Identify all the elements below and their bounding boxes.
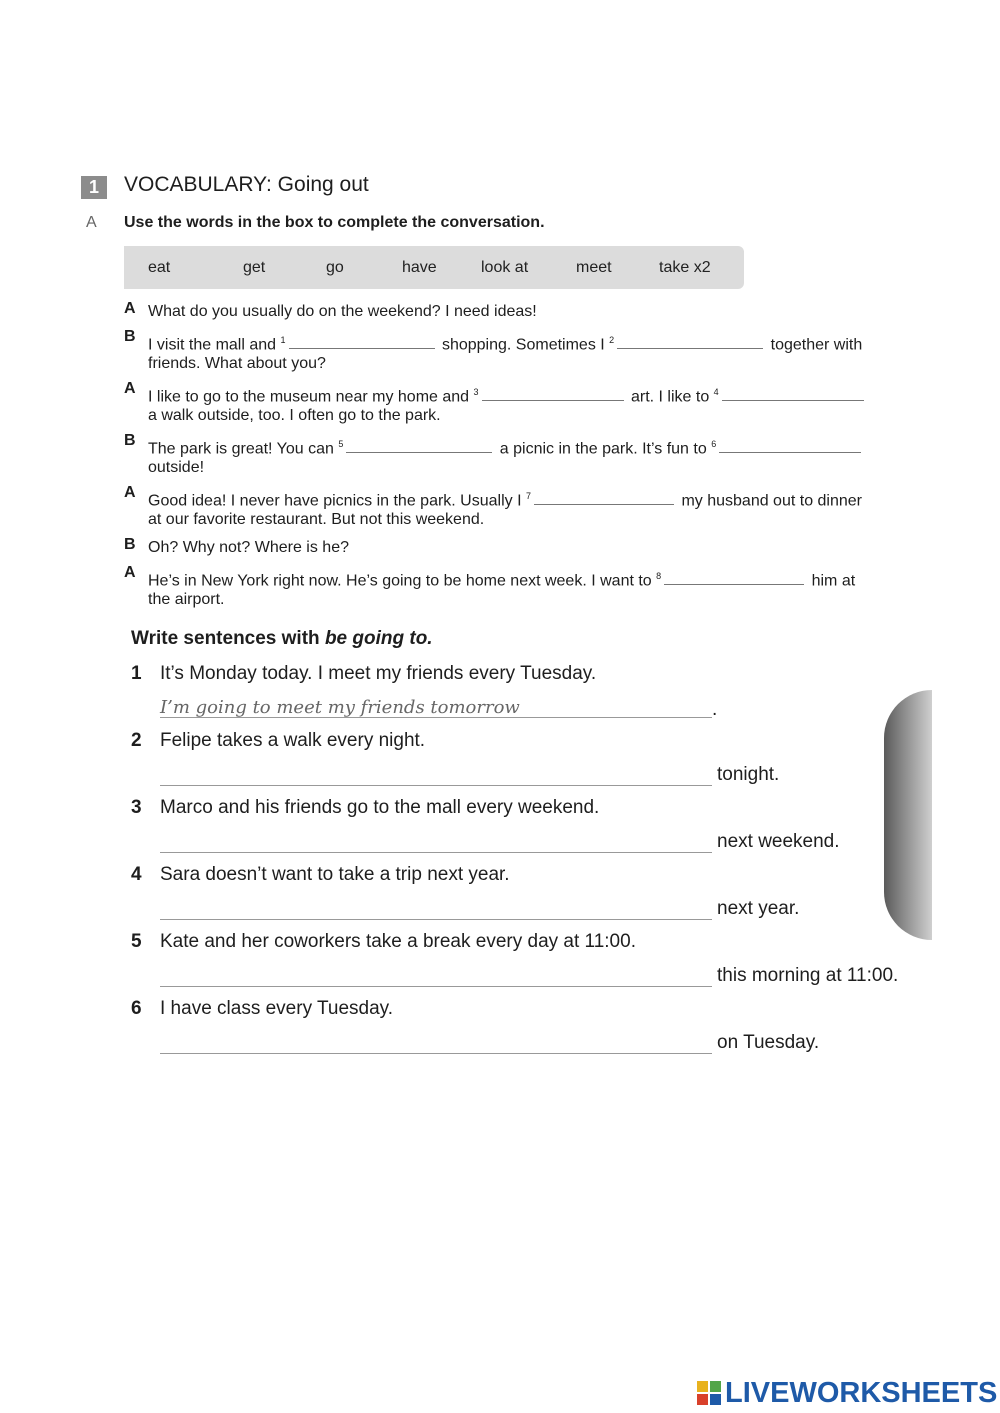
- answer-line[interactable]: [160, 785, 712, 786]
- item-prompt: It’s Monday today. I meet my friends every Tuesday.: [160, 663, 597, 684]
- conversation-line: Oh? Why not? Where is he?: [148, 539, 349, 556]
- speaker-label: B: [124, 328, 136, 345]
- speaker-label: B: [124, 536, 136, 553]
- part-b-instruction: Write sentences with be going to.: [131, 628, 433, 649]
- conversation-line: The park is great! You can $^5$ a picnic in the park. It’s fun to $^6$: [148, 432, 864, 461]
- item-ending: tonight.: [717, 764, 780, 785]
- conversation-line: Good idea! I never have picnics in the park. Usually I $^7$ my husband out to dinner: [148, 491, 863, 510]
- section-title: VOCABULARY: Going out: [124, 173, 369, 196]
- conversation-line: I like to go to the museum near my home and $^3$ art. I like to $^4$: [148, 380, 867, 409]
- item-prompt: Sara doesn’t want to take a trip next year.: [160, 864, 510, 885]
- item-ending: on Tuesday.: [717, 1032, 820, 1053]
- item-number: 2: [131, 730, 142, 751]
- speaker-label: A: [124, 564, 136, 581]
- item-ending: next year.: [717, 898, 800, 919]
- answer-blank-2[interactable]: [617, 334, 763, 349]
- conversation-line-cont: outside!: [148, 459, 205, 476]
- word-box-item: look at: [481, 259, 529, 276]
- example-answer-line: [160, 717, 712, 718]
- item-number: 3: [131, 797, 142, 818]
- word-box-item: meet: [576, 259, 612, 276]
- item-number: 4: [131, 864, 142, 885]
- part-a-instruction: Use the words in the box to complete the conversation.: [124, 214, 545, 231]
- speaker-label: B: [124, 432, 136, 449]
- liveworksheets-logo[interactable]: [697, 1376, 997, 1410]
- section-number: 1: [81, 176, 107, 199]
- answer-blank-3[interactable]: [482, 386, 624, 401]
- item-ending: .: [712, 699, 718, 720]
- item-ending: this morning at 11:00.: [717, 965, 899, 986]
- item-prompt: Kate and her coworkers take a break every day at 11:00.: [160, 931, 636, 952]
- word-box-item: have: [402, 259, 437, 276]
- speaker-label: A: [124, 380, 136, 397]
- word-box-item: get: [243, 259, 266, 276]
- word-box-item: take x2: [659, 259, 711, 276]
- answer-blank-8[interactable]: [664, 570, 804, 585]
- conversation-line: What do you usually do on the weekend? I need ideas!: [148, 303, 537, 320]
- item-number: 6: [131, 998, 142, 1019]
- conversation-line-cont: at our favorite restaurant. But not this weekend.: [148, 511, 485, 528]
- speaker-label: A: [124, 300, 136, 317]
- conversation-line-cont: friends. What about you?: [148, 355, 326, 372]
- answer-blank-4[interactable]: [722, 386, 864, 401]
- item-prompt: I have class every Tuesday.: [160, 998, 394, 1019]
- conversation-line-cont: the airport.: [148, 591, 225, 608]
- item-prompt: Felipe takes a walk every night.: [160, 730, 426, 751]
- item-number: 5: [131, 931, 142, 952]
- example-answer: I’m going to meet my friends tomorrow: [160, 697, 520, 718]
- speaker-label: A: [124, 484, 136, 501]
- answer-line[interactable]: [160, 852, 712, 853]
- part-a-letter: A: [86, 214, 97, 231]
- word-box-item: eat: [148, 259, 171, 276]
- answer-blank-5[interactable]: [346, 438, 492, 453]
- answer-line[interactable]: [160, 919, 712, 920]
- answer-blank-6[interactable]: [719, 438, 861, 453]
- item-number: 1: [131, 663, 142, 684]
- conversation-line: I visit the mall and $^1$ shopping. Sometimes I $^2$ together with: [148, 335, 863, 354]
- conversation-line: He’s in New York right now. He’s going to be home next week. I want to $^8$ him at: [148, 571, 856, 590]
- item-ending: next weekend.: [717, 831, 840, 852]
- answer-blank-7[interactable]: [534, 490, 674, 505]
- logo-icon: [697, 1381, 721, 1405]
- item-prompt: Marco and his friends go to the mall every weekend.: [160, 797, 600, 818]
- answer-blank-1[interactable]: [289, 334, 435, 349]
- logo-text: LIVEWORKSHEETS: [725, 1376, 998, 1409]
- word-box-item: go: [326, 259, 344, 276]
- conversation-line-cont: a walk outside, too. I often go to the park.: [148, 407, 441, 424]
- cropped-photo: [884, 690, 932, 940]
- answer-line[interactable]: [160, 1053, 712, 1054]
- answer-line[interactable]: [160, 986, 712, 987]
